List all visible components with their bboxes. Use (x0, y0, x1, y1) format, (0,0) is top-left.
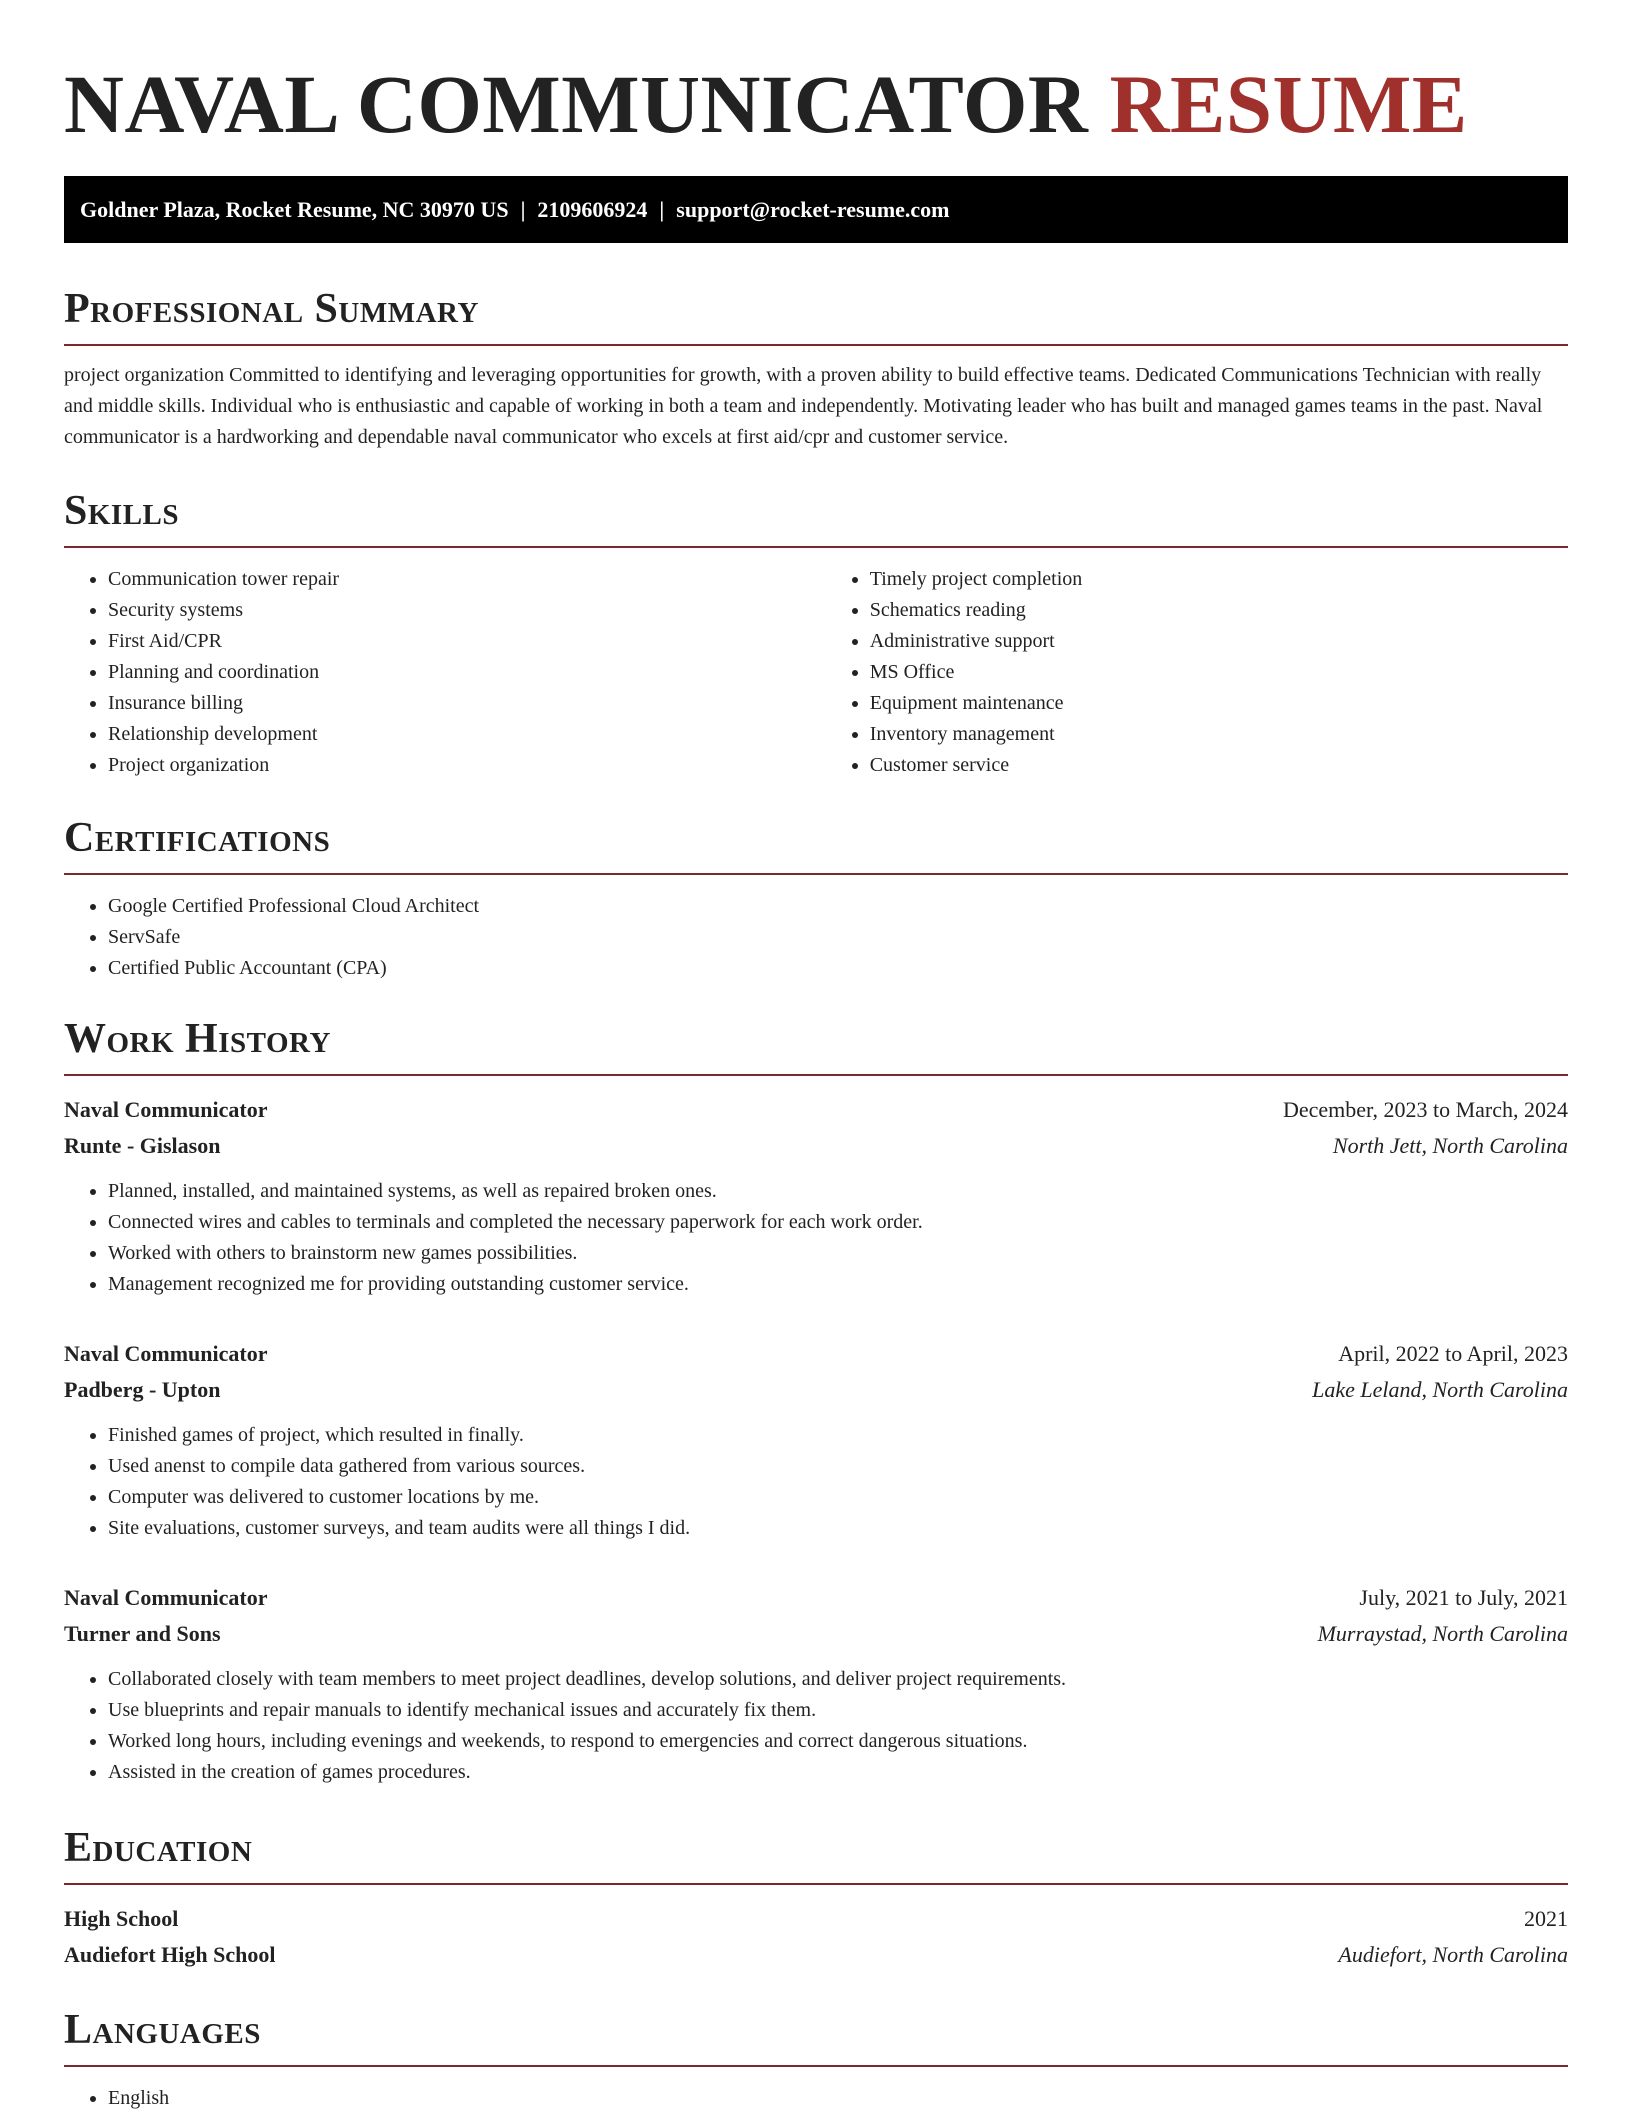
job-subheader (64, 1372, 1568, 1408)
skills-section (64, 490, 1568, 781)
summary-section (64, 288, 1568, 453)
certification-item: • Google Certified Professional Cloud Architect (108, 891, 1568, 922)
job-title: Naval Communicator (64, 1097, 268, 1122)
work-history-heading: Work History (64, 1018, 1568, 1076)
certification-item: • ServSafe (108, 922, 1568, 953)
job-company: Runte - Gislason (64, 1133, 221, 1158)
languages-section (64, 2009, 1568, 2114)
education-section (64, 1827, 1568, 1973)
job-bullet: • Worked with others to brainstorm new games possibilities. (108, 1238, 1568, 1269)
certification-item: • Certified Public Accountant (CPA) (108, 953, 1568, 984)
skills-list-right (826, 564, 1568, 781)
page-title (64, 0, 1568, 176)
skill-item: • MS Office (870, 657, 1568, 688)
summary-text: project organization Committed to identifying and leveraging opportunities for growth, with a proven ability to build effective teams. Dedicated Communications Technician with really and middle skills. Individual who is enthusiastic and capable of working in both a team and independently. Motivating leader who has built and managed games teams in the past. Naval communicator is a hardworking and dependable naval communicator who excels at first aid/cpr and customer service. (64, 364, 1543, 448)
education-degree: High School (64, 1906, 179, 1931)
languages-list (64, 2083, 1568, 2114)
skills-heading: Skills (64, 490, 1568, 548)
job-dates: July, 2021 to July, 2021 (1359, 1585, 1568, 1610)
job-header (64, 1336, 1568, 1372)
job-title: Naval Communicator (64, 1341, 268, 1366)
job-header (64, 1092, 1568, 1128)
job-subheader (64, 1128, 1568, 1164)
education-subheader (64, 1937, 1568, 1973)
job-dates: December, 2023 to March, 2024 (1282, 1097, 1568, 1122)
education-location: Audiefort, North Carolina (1338, 1942, 1568, 1967)
job-entry (64, 1580, 1568, 1788)
job-bullet: • Planned, installed, and maintained systems, as well as repaired broken ones. (108, 1176, 1568, 1207)
contact-phone: 2109606924 (537, 197, 648, 222)
skill-item: • Security systems (108, 595, 826, 626)
skill-item: • Insurance billing (108, 688, 826, 719)
job-dates: April, 2022 to April, 2023 (1338, 1341, 1568, 1366)
certifications-heading: Certifications (64, 817, 1568, 875)
languages-heading: Languages (64, 2009, 1568, 2067)
skills-columns (64, 564, 1568, 781)
job-bullets (64, 1664, 1568, 1788)
job-bullets (64, 1420, 1568, 1544)
job-bullet: • Collaborated closely with team members to meet project deadlines, develop solutions, and deliver project requirements. (108, 1664, 1568, 1695)
summary-heading: Professional Summary (64, 288, 1568, 346)
certifications-list (64, 891, 1568, 984)
job-location: North Jett, North Carolina (1332, 1133, 1568, 1158)
job-bullet: • Computer was delivered to customer locations by me. (108, 1482, 1568, 1513)
job-location: Murraystad, North Carolina (1317, 1621, 1568, 1646)
job-header (64, 1580, 1568, 1616)
job-bullet: • Site evaluations, customer surveys, and team audits were all things I did. (108, 1513, 1568, 1544)
education-heading: Education (64, 1827, 1568, 1885)
skill-item: • Planning and coordination (108, 657, 826, 688)
job-bullet: • Use blueprints and repair manuals to identify mechanical issues and accurately fix them. (108, 1695, 1568, 1726)
job-entry (64, 1092, 1568, 1300)
title-main: NAVAL COMMUNICATOR (64, 58, 1089, 150)
job-bullet: • Used anenst to compile data gathered from various sources. (108, 1451, 1568, 1482)
job-title: Naval Communicator (64, 1585, 268, 1610)
job-subheader (64, 1616, 1568, 1652)
job-company: Padberg - Upton (64, 1377, 221, 1402)
job-bullet: • Connected wires and cables to terminals and completed the necessary paperwork for each work order. (108, 1207, 1568, 1238)
skill-item: • First Aid/CPR (108, 626, 826, 657)
contact-bar (64, 176, 1568, 243)
skill-item: • Customer service (870, 750, 1568, 781)
job-bullet: • Finished games of project, which resulted in finally. (108, 1420, 1568, 1451)
skill-item: • Communication tower repair (108, 564, 826, 595)
skill-item: • Schematics reading (870, 595, 1568, 626)
job-bullet: • Assisted in the creation of games procedures. (108, 1757, 1568, 1788)
skill-item: • Inventory management (870, 719, 1568, 750)
job-entry (64, 1336, 1568, 1544)
skill-item: • Timely project completion (870, 564, 1568, 595)
contact-separator: | (659, 197, 665, 222)
skill-item: • Equipment maintenance (870, 688, 1568, 719)
education-entry (64, 1901, 1568, 1973)
contact-address: Goldner Plaza, Rocket Resume, NC 30970 US (80, 197, 509, 222)
work-history-section (64, 1018, 1568, 1788)
education-year: 2021 (1524, 1906, 1568, 1931)
job-bullet: • Worked long hours, including evenings and weekends, to respond to emergencies and correct dangerous situations. (108, 1726, 1568, 1757)
language-item: • English (108, 2083, 1568, 2114)
job-location: Lake Leland, North Carolina (1312, 1377, 1568, 1402)
title-accent: RESUME (1109, 58, 1468, 150)
skill-item: • Project organization (108, 750, 826, 781)
job-company: Turner and Sons (64, 1621, 221, 1646)
resume-page (64, 0, 1568, 2109)
skill-item: • Administrative support (870, 626, 1568, 657)
contact-separator: | (520, 197, 526, 222)
certifications-section (64, 817, 1568, 984)
skill-item: • Relationship development (108, 719, 826, 750)
contact-email: support@rocket-resume.com (676, 197, 950, 222)
job-bullet: • Management recognized me for providing outstanding customer service. (108, 1269, 1568, 1300)
education-header (64, 1901, 1568, 1937)
skills-list-left (64, 564, 826, 781)
education-school: Audiefort High School (64, 1942, 276, 1967)
job-bullets (64, 1176, 1568, 1300)
